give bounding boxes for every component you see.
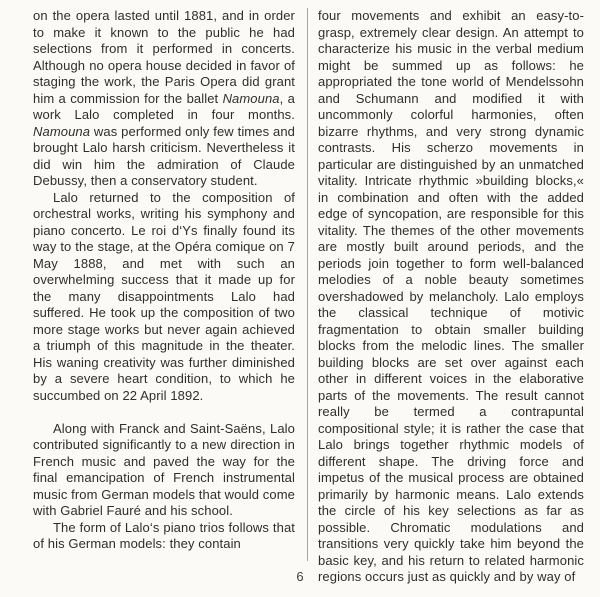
work-title-text-run: Namouna	[222, 90, 280, 106]
text-run: , a work Lalo completed in four months.	[33, 90, 295, 122]
right-text-column	[318, 8, 584, 586]
text-run: The form of Lalo‘s piano trios follows that of his German models: they contain	[33, 519, 295, 551]
text-run: Lalo returned to the composition of orchestral works, writing his symphony and piano concerto. Le roi d‘Ys finally found its way to the stage, at the Opéra comique on 7 May 1888, and met with such an overwhelming success that it made up for the many disappointments Lalo had suffered. He took up the composition of two more stage works but never again achieved a triumph of this magnitude in the theater. His waning creativity was further diminished by a severe heart condition, to which he succumbed on 22 April 1892.	[33, 189, 295, 403]
page-number: 6	[296, 569, 304, 584]
text-run: Along with Franck and Saint-Saëns, Lalo contributed significantly to a new direction in French music and paved the way for the final emancipation of French instrumental music from German models that would come with Gabriel Fauré and his school.	[33, 420, 295, 518]
text-run: four movements and exhibit an easy-to-grasp, extremely clear design. An attempt to characterize his music in the verbal medium might be summed up as follows: he appropriated the tone world of Mendelssohn and Schumann and modified it with uncommonly colorful harmonies, often bizarre rhythms, and very strong dynamic contrasts. His scherzo movements in particular are distinguished by an unmatched vitality. Intricate rhythmic »building blocks,« in combination and often with the added edge of syncopation, are responsible for this vitality. The themes of the other movements are mostly built around periods, and the periods join together to form well-balanced melodies of a noble beauty sometimes overshadowed by melancholy. Lalo employs the classical technique of motivic fragmentation to obtain smaller building blocks from the melodic lines. The smaller building blocks are set over against each other in different voices in the elaborative parts of the movements. The result cannot really be termed a contrapuntal compositional style; it is rather the case that Lalo brings together rhythmic models of different shape. The driving force and impetus of the musical process are obtained primarily by harmonic means. Lalo extends the circle of his key selections as far as possible. Chromatic modulations and transitions very quickly take him beyond the basic key, and his return to related harmonic regions occurs just as quickly and by way of	[318, 8, 584, 584]
text-run: was performed only few times and brought Lalo harsh criticism. Nevertheless it did win him the admiration of Claude Debussy, then a conservatory student.	[33, 123, 295, 188]
column-divider	[307, 8, 308, 561]
paragraph	[33, 421, 295, 520]
paragraph	[33, 520, 295, 553]
paragraph	[33, 8, 295, 190]
paragraph	[33, 190, 295, 405]
text-run: on the opera lasted until 1881, and in order to make it known to the public he had selections from it performed in concerts. Although no opera house decided in favor of staging the work, the Paris Opera did grant him a commission for the ballet	[33, 8, 295, 106]
left-text-column	[33, 8, 295, 553]
work-title-text-run: Namouna	[33, 123, 91, 139]
paragraph	[318, 8, 584, 586]
